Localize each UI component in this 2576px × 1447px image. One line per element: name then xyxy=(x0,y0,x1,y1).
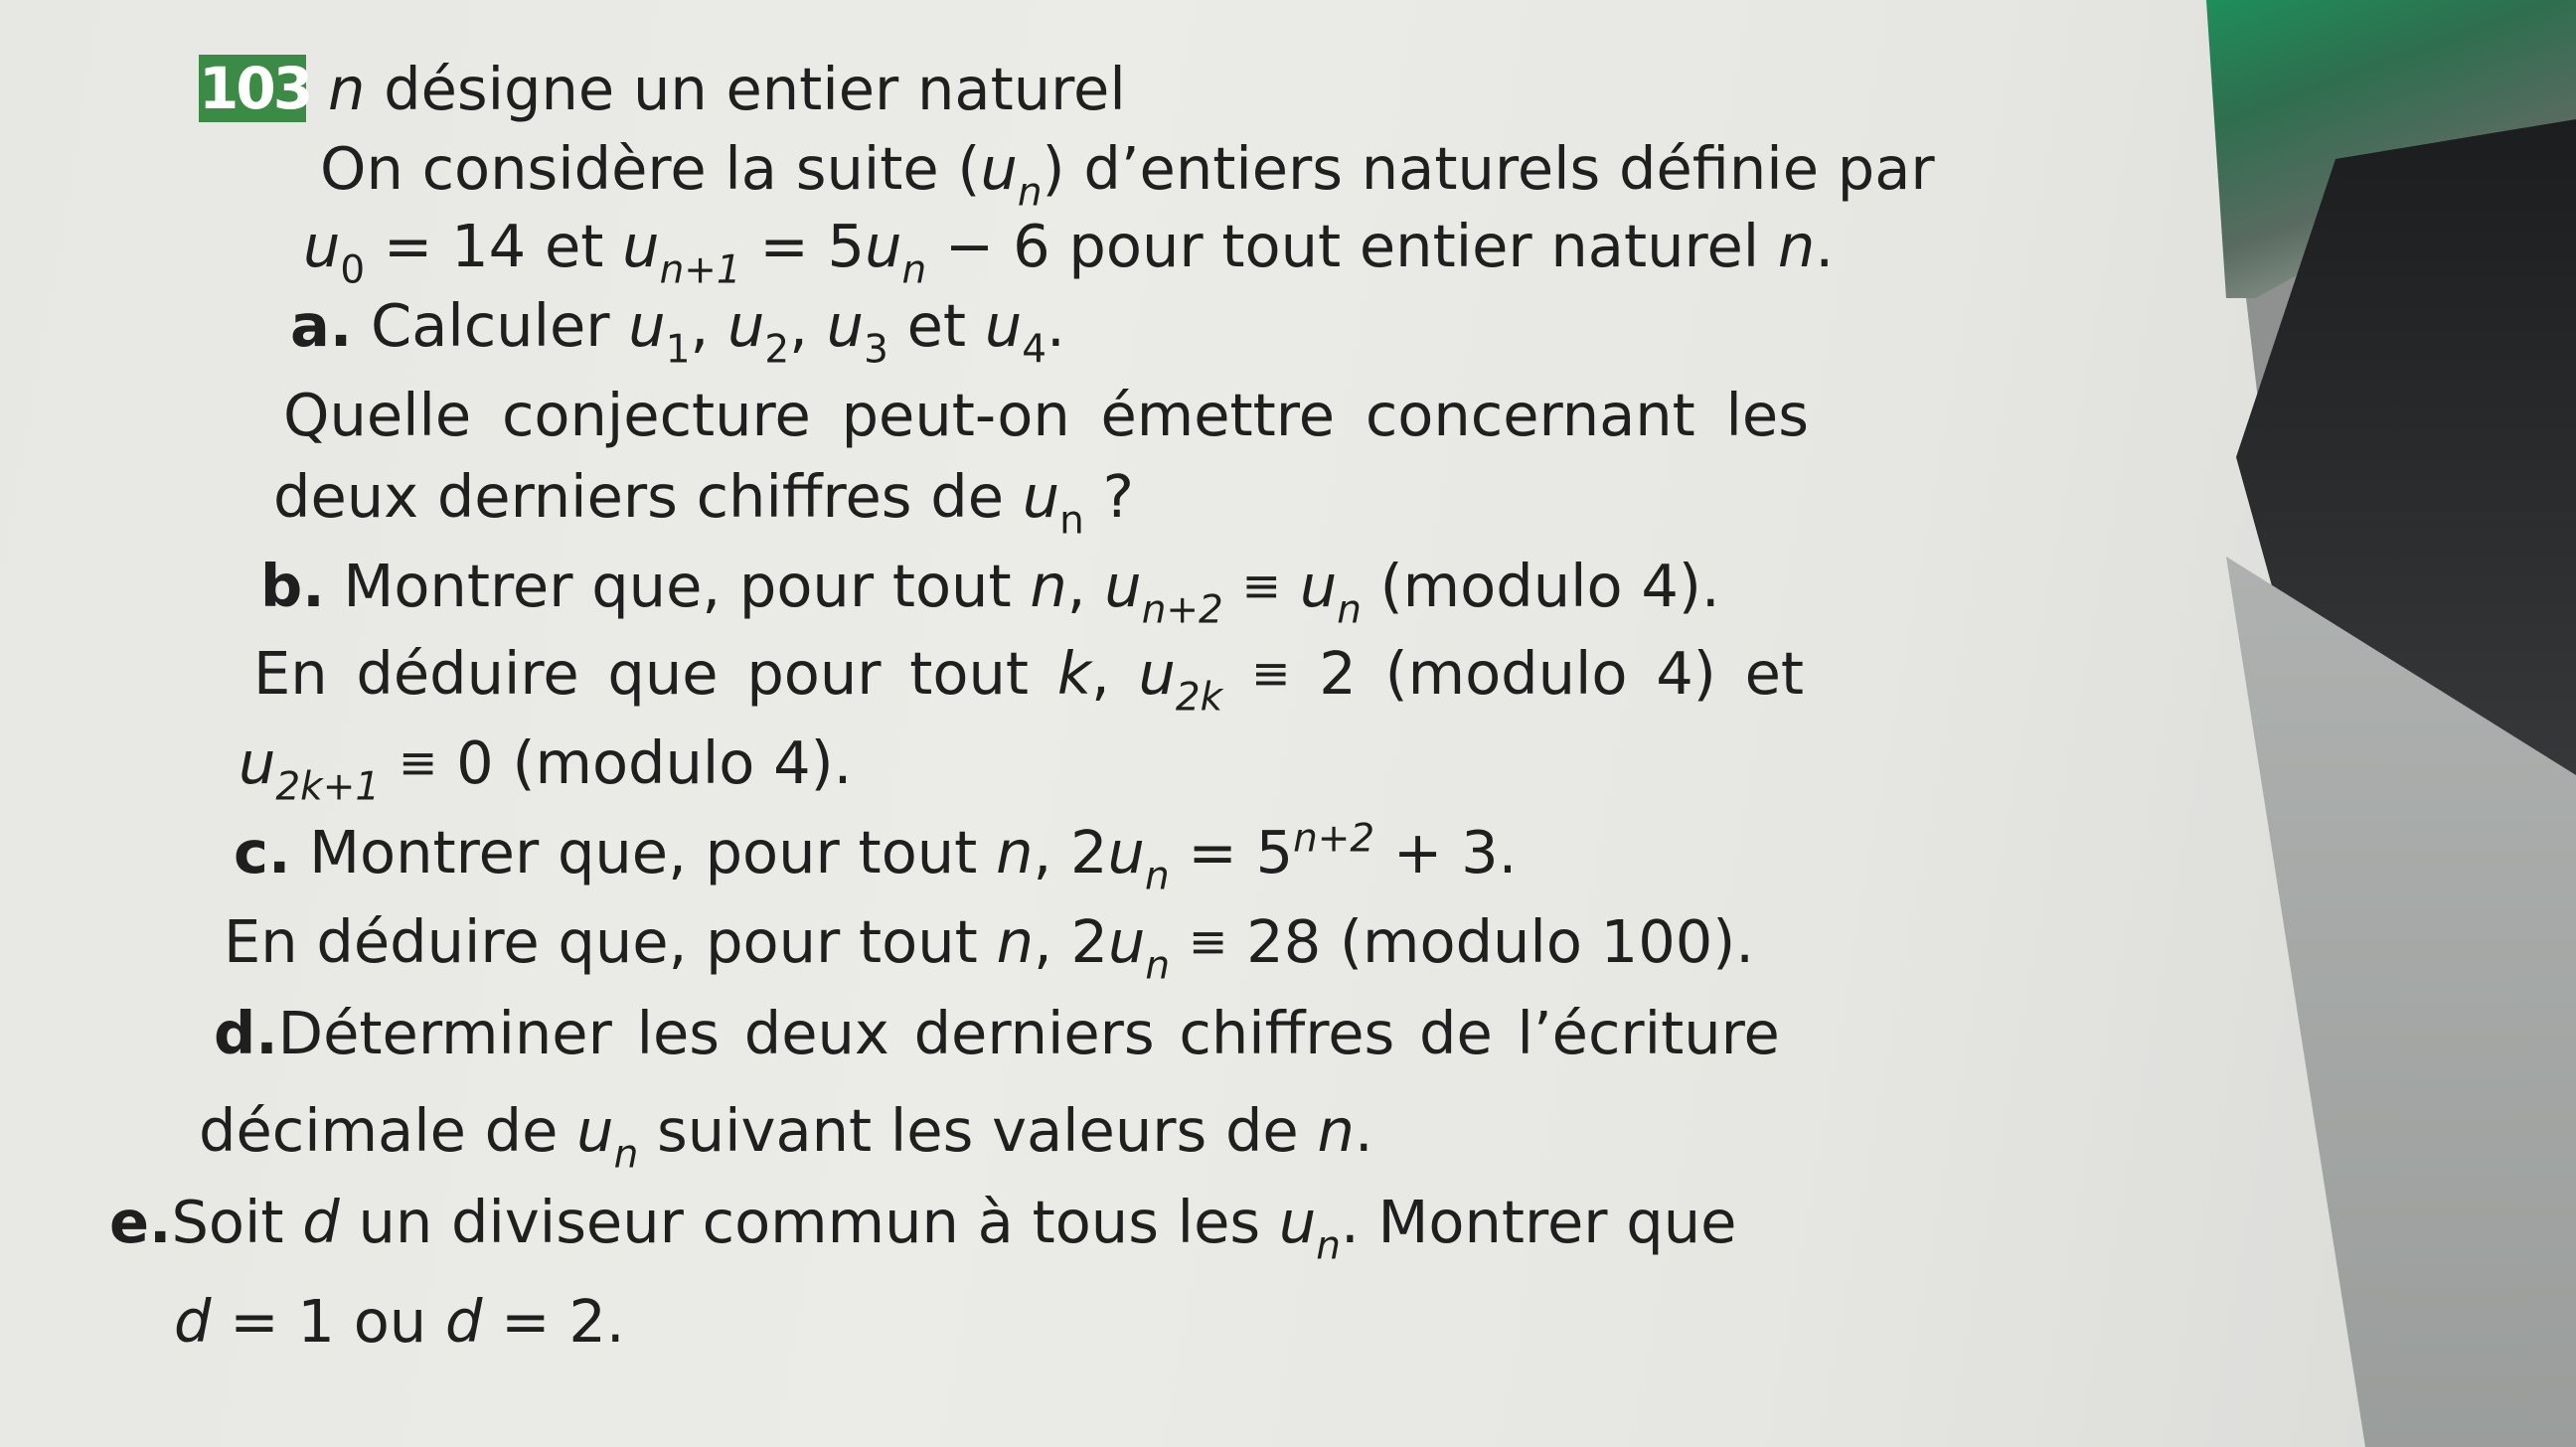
question-a: a. Calculer $u_1$, $u_2$, $u_3$ et $u_4$. xyxy=(290,291,1065,373)
definition-line-2: $u_0 = 14$ et $u_{n+1} = 5u_n - 6$ pour tout entier naturel n. xyxy=(303,212,1835,293)
question-d: d.Déterminer les deux derniers chiffres de l’écriture xyxy=(214,999,1780,1067)
question-e-2: d = 1 ou d = 2. xyxy=(174,1287,625,1356)
question-c-deduce: En déduire que, pour tout n, $2u_n \equiv 28$ (modulo 100). xyxy=(224,907,1755,989)
question-a-conjecture-2: deux derniers chiffres de $u_n$ ? xyxy=(273,462,1134,544)
intro-line: n désigne un entier naturel xyxy=(328,55,1126,123)
question-c: c. Montrer que, pour tout n, $2u_n = 5^{n+2} + 3$. xyxy=(234,816,1518,899)
definition-line-1: On considère la suite $(u_n)$ d’entiers naturels définie par xyxy=(320,134,1935,216)
question-b: b. Montrer que, pour tout n, $u_{n+2} \equiv u_n$ (modulo 4). xyxy=(260,552,1720,633)
question-e-label: e. xyxy=(109,1188,172,1256)
question-e: e.Soit d un diviseur commun à tous les $u_n$. Montrer que xyxy=(109,1188,1737,1269)
question-b-deduce-2: $u_{2k+1} \equiv 0$ (modulo 4). xyxy=(239,728,853,810)
question-a-conjecture-1: Quelle conjecture peut-on émettre concernant les xyxy=(283,381,1809,449)
question-b-deduce-1: En déduire que pour tout k, $u_{2k} \equiv 2$ (modulo 4) et xyxy=(253,639,1804,721)
exercise-number-badge: 103 xyxy=(199,55,311,122)
question-d-2: décimale de $u_n$ suivant les valeurs de n. xyxy=(199,1096,1373,1178)
